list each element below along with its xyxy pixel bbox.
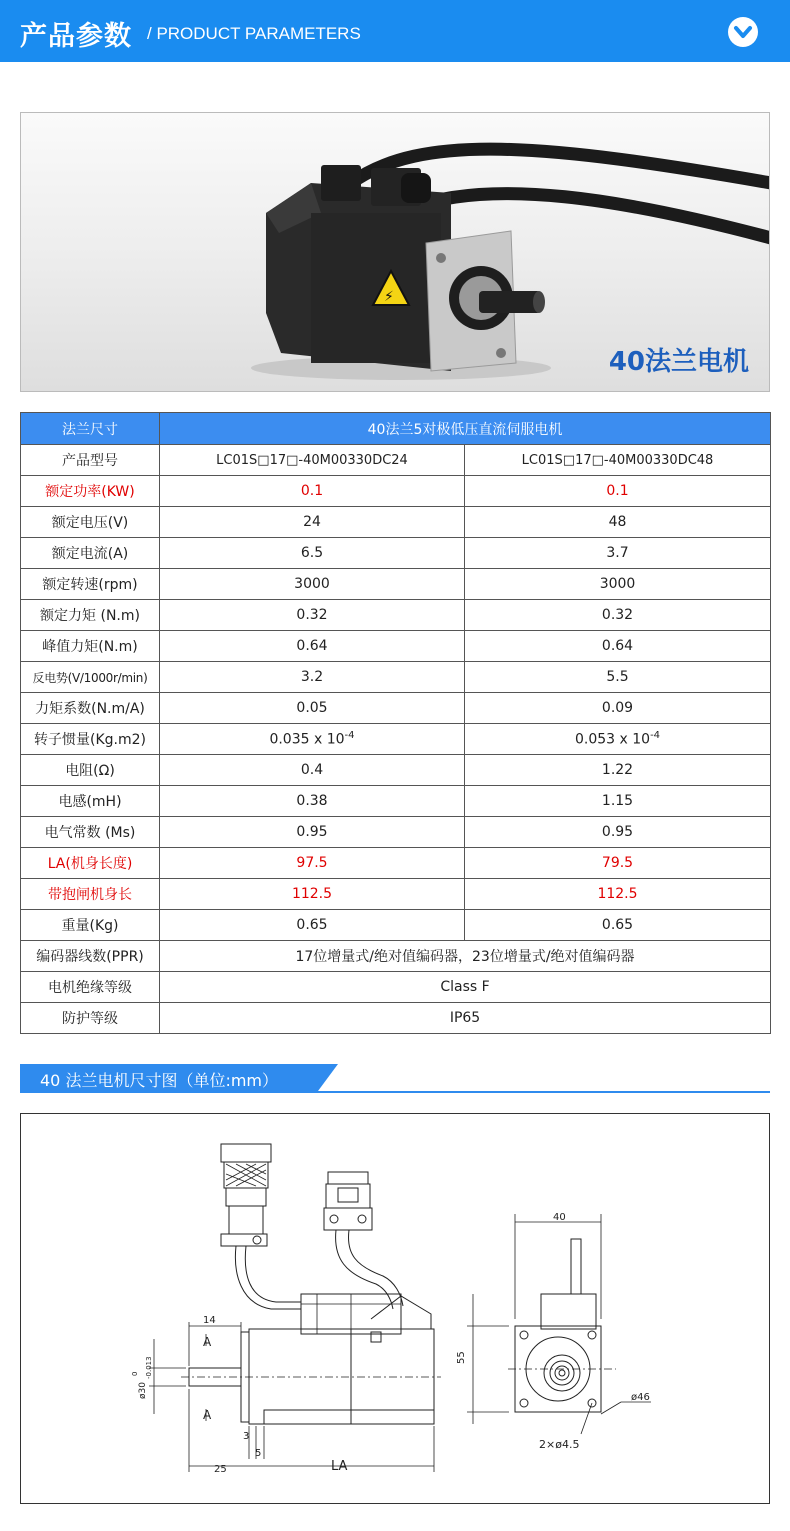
row-label: 电感(mH) [21,786,160,817]
row-label: 转子惯量(Kg.m2) [21,724,160,755]
dimension-drawing [20,1113,770,1504]
row-value-1 [160,724,465,755]
row-label: 重量(Kg) [21,910,160,941]
section-mark-a-bottom: A [203,1408,212,1422]
dim-3: 3 [243,1431,250,1442]
row-value-2: 5.5 [465,662,771,693]
row-label: 电机绝缘等级 [21,972,160,1003]
row-label: 力矩系数(N.m/A) [21,693,160,724]
row-label: 额定转速(rpm) [21,569,160,600]
row-value: IP65 [160,1003,771,1034]
inertia-exponent-2: -4 [650,730,661,742]
section-title-bar [20,1064,770,1094]
row-value-1: 0.38 [160,786,465,817]
row-value-2: 3.7 [465,538,771,569]
table-row [21,786,771,817]
dim-40: 40 [553,1212,566,1223]
row-value-2: 3000 [465,569,771,600]
chevron-down-icon[interactable] [728,17,758,47]
row-label: 电阻(Ω) [21,755,160,786]
row-value-1: 97.5 [160,848,465,879]
dim-holes: 2×ø4.5 [539,1438,580,1451]
table-row [21,538,771,569]
page-header [0,0,790,62]
header-title-en: / PRODUCT PARAMETERS [147,24,361,43]
row-value-2: 0.09 [465,693,771,724]
table-row [21,724,771,755]
row-value-1: 0.95 [160,817,465,848]
row-value-2: 48 [465,507,771,538]
row-value-1: LC01S□17□-40M00330DC24 [160,445,465,476]
table-header-row [21,413,771,445]
row-value-2: 0.1 [465,476,771,507]
table-row [21,476,771,507]
dim-46: ø46 [631,1392,650,1403]
row-value-2: 79.5 [465,848,771,879]
row-value-1: 6.5 [160,538,465,569]
section-underline [20,1091,770,1093]
row-value-2 [465,724,771,755]
row-label: 额定功率(KW) [21,476,160,507]
dim-5: 5 [255,1448,262,1459]
row-value-2: 1.22 [465,755,771,786]
table-row [21,972,771,1003]
table-row [21,941,771,972]
row-label: 额定电压(V) [21,507,160,538]
header-title-cn: 产品参数 [20,21,132,52]
inertia-exponent-1: -4 [344,730,355,742]
header-value-cell: 40法兰5对极低压直流伺服电机 [160,413,771,445]
table-row [21,848,771,879]
table-row [21,662,771,693]
table-row [21,445,771,476]
row-value-1: 0.05 [160,693,465,724]
row-value-1: 112.5 [160,879,465,910]
table-row [21,755,771,786]
table-row [21,910,771,941]
dim-14: 14 [203,1315,216,1326]
row-label: 电气常数 (Ms) [21,817,160,848]
row-value: Class F [160,972,771,1003]
spec-table [20,412,771,1034]
table-row [21,879,771,910]
row-value-2: 0.32 [465,600,771,631]
dim-tol-upper: 0 [131,1371,139,1376]
section-mark-a-top: A [203,1335,212,1349]
dim-diameter-30: ø30 [138,1382,148,1399]
inertia-base-1: 0.035 x 10 [269,731,345,748]
row-value-2: 112.5 [465,879,771,910]
svg-text:⚡: ⚡ [384,289,394,305]
table-row [21,693,771,724]
table-row [21,1003,771,1034]
row-label: 峰值力矩(N.m) [21,631,160,662]
row-label: LA(机身长度) [21,848,160,879]
row-value-1: 24 [160,507,465,538]
section-tab-tip [318,1064,338,1091]
inertia-base-2: 0.053 x 10 [574,731,651,748]
product-photo [20,112,770,392]
row-value-2: 1.15 [465,786,771,817]
row-value: 17位增量式/绝对值编码器，23位增量式/绝对值编码器 [160,941,771,972]
row-value-2: LC01S□17□-40M00330DC48 [465,445,771,476]
table-row [21,569,771,600]
dim-55: 55 [456,1351,467,1364]
row-label: 产品型号 [21,445,160,476]
row-value-1: 0.64 [160,631,465,662]
row-value-1: 3.2 [160,662,465,693]
row-label: 额定力矩 (N.m) [21,600,160,631]
table-row [21,600,771,631]
row-label: 反电势(V/1000r/min) [21,662,160,693]
row-value-1: 0.4 [160,755,465,786]
dim-tol-lower: -0.013 [145,1356,153,1379]
table-row [21,631,771,662]
row-value-1: 0.65 [160,910,465,941]
header-label-cell: 法兰尺寸 [21,413,160,445]
dim-la: LA [331,1459,348,1474]
table-row [21,817,771,848]
row-value-2: 0.95 [465,817,771,848]
section-title: 40 法兰电机尺寸图（单位:mm） [40,1071,279,1090]
row-value-1: 0.1 [160,476,465,507]
table-row [21,507,771,538]
row-value-1: 3000 [160,569,465,600]
row-value-2: 0.65 [465,910,771,941]
row-label: 额定电流(A) [21,538,160,569]
dim-25: 25 [214,1464,227,1475]
row-value-1: 0.32 [160,600,465,631]
row-label: 防护等级 [21,1003,160,1034]
row-label: 编码器线数(PPR) [21,941,160,972]
photo-caption: 40法兰电机 [608,347,749,377]
row-value-2: 0.64 [465,631,771,662]
row-label: 带抱闸机身长 [21,879,160,910]
